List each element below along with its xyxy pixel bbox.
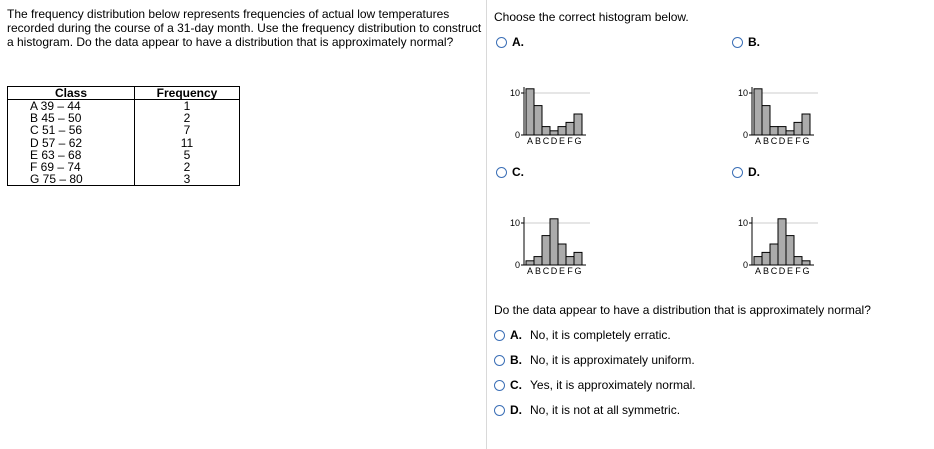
- class-header: Class: [8, 87, 135, 100]
- histogram-bar: [566, 257, 574, 265]
- frequency-cell: 1: [183, 99, 191, 113]
- answer-a[interactable]: [494, 328, 671, 342]
- radio-button-icon[interactable]: [732, 167, 743, 178]
- radio-button-icon[interactable]: [494, 380, 505, 391]
- radio-button-icon[interactable]: [496, 167, 507, 178]
- histogram-prompt: Choose the correct histogram below.: [494, 10, 689, 24]
- histogram-bar: [526, 89, 534, 135]
- radio-button-icon[interactable]: [496, 37, 507, 48]
- y-tick-label-0: 0: [742, 130, 748, 140]
- frequency-cell: 7: [183, 123, 191, 138]
- x-tick-label: A: [526, 266, 534, 276]
- x-tick-label: D: [550, 136, 558, 146]
- x-tick-label: D: [550, 266, 558, 276]
- class-cell: A 39 – 44: [8, 100, 135, 113]
- x-tick-label: E: [558, 136, 566, 146]
- radio-button-icon[interactable]: [732, 37, 743, 48]
- y-tick-label-0: 0: [514, 130, 520, 140]
- table-header-row: [8, 87, 240, 100]
- radio-button-icon[interactable]: [494, 355, 505, 366]
- class-cell: E 63 – 68: [8, 149, 135, 161]
- x-tick-label: E: [558, 266, 566, 276]
- histogram-bar: [574, 252, 582, 265]
- frequency-cell: 2: [183, 111, 191, 126]
- histogram-d: [732, 208, 842, 278]
- histogram-bar: [778, 127, 786, 135]
- x-tick-label: E: [786, 266, 794, 276]
- histogram-a-svg: [504, 78, 614, 148]
- radio-button-icon[interactable]: [494, 330, 505, 341]
- class-cell: F 69 – 74: [8, 161, 135, 173]
- histogram-bar: [786, 236, 794, 265]
- answer-panel: [494, 0, 934, 449]
- option-b[interactable]: [732, 35, 760, 49]
- x-tick-label: C: [542, 266, 550, 276]
- answer-text: Yes, it is approximately normal.: [530, 378, 696, 392]
- answer-d[interactable]: [494, 403, 680, 417]
- answer-text: No, it is approximately uniform.: [530, 353, 695, 367]
- histogram-bar: [778, 219, 786, 265]
- x-tick-label: B: [534, 266, 542, 276]
- x-tick-label: G: [802, 136, 810, 146]
- x-tick-label: A: [754, 136, 762, 146]
- answer-letter: A.: [510, 328, 522, 342]
- answer-letter: B.: [510, 353, 522, 367]
- histogram-a: [504, 78, 614, 148]
- table-row: [8, 137, 240, 149]
- table-row: [8, 173, 240, 186]
- answer-text: No, it is completely erratic.: [530, 328, 671, 342]
- histogram-bar: [550, 131, 558, 135]
- histogram-bar: [534, 257, 542, 265]
- x-tick-label: F: [795, 136, 801, 146]
- histogram-bar: [542, 236, 550, 265]
- answer-letter: C.: [510, 378, 522, 392]
- histogram-bar: [574, 114, 582, 135]
- option-a[interactable]: [496, 35, 524, 49]
- x-tick-label: F: [795, 266, 801, 276]
- y-tick-label-10: 10: [737, 218, 748, 228]
- histogram-c: [504, 208, 614, 278]
- x-tick-label: B: [762, 266, 770, 276]
- frequency-header: Frequency: [135, 87, 240, 100]
- histogram-bar: [550, 219, 558, 265]
- x-tick-label: D: [778, 136, 786, 146]
- histogram-bar: [770, 127, 778, 135]
- x-tick-label: G: [574, 136, 582, 146]
- x-tick-label: G: [802, 266, 810, 276]
- y-tick-label-0: 0: [742, 260, 748, 270]
- histogram-bar: [558, 244, 566, 265]
- histogram-b: [732, 78, 842, 148]
- histogram-bar: [754, 89, 762, 135]
- option-label: C.: [512, 165, 524, 179]
- histogram-bar: [770, 244, 778, 265]
- frequency-cell: 3: [183, 172, 191, 187]
- class-cell: C 51 – 56: [8, 124, 135, 136]
- histogram-bar: [802, 261, 810, 265]
- x-tick-label: C: [770, 266, 778, 276]
- answer-letter: D.: [510, 403, 522, 417]
- option-label: D.: [748, 165, 760, 179]
- x-tick-label: E: [786, 136, 794, 146]
- frequency-cell: 11: [180, 135, 194, 150]
- class-cell: B 45 – 50: [8, 112, 135, 124]
- histogram-bar: [526, 261, 534, 265]
- table-row: [8, 124, 240, 136]
- x-tick-label: F: [567, 136, 573, 146]
- histogram-bar: [542, 127, 550, 135]
- histogram-bar: [534, 106, 542, 135]
- frequency-cell: 2: [183, 160, 191, 175]
- option-c[interactable]: [496, 165, 524, 179]
- x-tick-label: A: [526, 136, 534, 146]
- panel-divider: [486, 0, 487, 449]
- histogram-b-svg: [732, 78, 842, 148]
- histogram-bar: [566, 122, 574, 135]
- frequency-cell: 5: [183, 147, 191, 162]
- x-tick-label: G: [574, 266, 582, 276]
- answer-c[interactable]: [494, 378, 696, 392]
- option-label: A.: [512, 35, 524, 49]
- x-tick-label: B: [762, 136, 770, 146]
- y-tick-label-10: 10: [509, 88, 520, 98]
- normality-prompt: Do the data appear to have a distribution that is approximately normal?: [494, 303, 871, 317]
- histogram-bar: [786, 131, 794, 135]
- option-d[interactable]: [732, 165, 760, 179]
- histogram-bar: [762, 106, 770, 135]
- x-tick-label: F: [567, 266, 573, 276]
- histogram-bar: [762, 252, 770, 265]
- x-tick-label: A: [754, 266, 762, 276]
- y-tick-label-10: 10: [509, 218, 520, 228]
- histogram-bar: [794, 257, 802, 265]
- frequency-table: [7, 86, 240, 186]
- x-tick-label: C: [770, 136, 778, 146]
- histogram-bar: [558, 127, 566, 135]
- histogram-c-svg: [504, 208, 614, 278]
- answer-b[interactable]: [494, 353, 695, 367]
- histogram-bar: [794, 122, 802, 135]
- answer-text: No, it is not at all symmetric.: [530, 403, 681, 417]
- histogram-d-svg: [732, 208, 842, 278]
- question-panel: [7, 7, 482, 49]
- class-cell: D 57 – 62: [8, 137, 135, 149]
- question-text: The frequency distribution below represents frequencies of actual low temperatures recorded during the course of a 31-day month. Use the frequency distribution to construct a histogram. Do the data appear to have a distribution that is approximately normal?: [7, 7, 482, 49]
- x-tick-label: B: [534, 136, 542, 146]
- class-cell: G 75 – 80: [8, 173, 135, 186]
- y-tick-label-0: 0: [514, 260, 520, 270]
- y-tick-label-10: 10: [737, 88, 748, 98]
- x-tick-label: D: [778, 266, 786, 276]
- radio-button-icon[interactable]: [494, 405, 505, 416]
- histogram-bar: [802, 114, 810, 135]
- histogram-bar: [754, 257, 762, 265]
- x-tick-label: C: [542, 136, 550, 146]
- option-label: B.: [748, 35, 760, 49]
